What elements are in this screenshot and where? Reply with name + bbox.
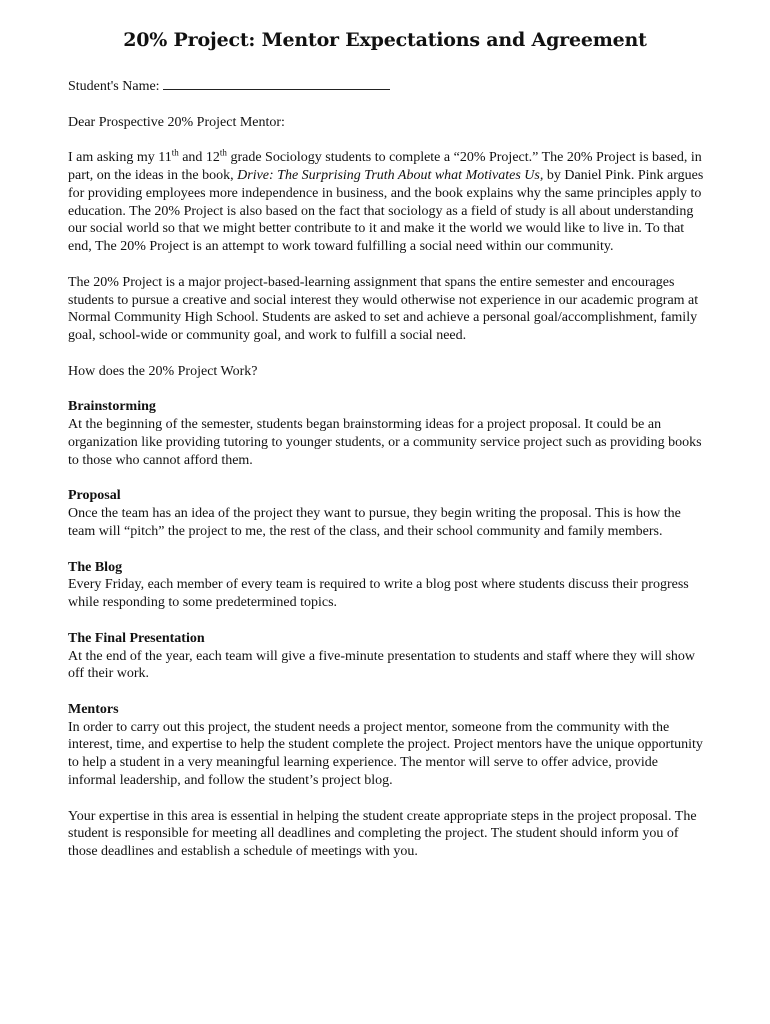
section-mentors	[68, 701, 708, 790]
section-proposal	[68, 487, 708, 540]
intro-text-2: and 12	[178, 150, 220, 166]
document-title: 20% Project: Mentor Expectations and Agreement	[123, 29, 647, 51]
student-name-blank[interactable]	[163, 77, 390, 90]
salutation: Dear Prospective 20% Project Mentor:	[68, 114, 285, 130]
section-heading: Proposal	[68, 488, 121, 504]
section-brainstorming	[68, 398, 708, 469]
book-title: Drive: The Surprising Truth About what Motivates Us,	[237, 167, 544, 183]
section-body: At the beginning of the semester, students began brainstorming ideas for a project proposal. It could be an organization like providing tutoring to younger students, or a community service project such as providing books to those who cannot afford them.	[68, 417, 702, 468]
student-name-line	[68, 77, 708, 96]
section-final-presentation	[68, 630, 708, 683]
section-heading: The Final Presentation	[68, 630, 205, 646]
section-body: In order to carry out this project, the student needs a project mentor, someone from the community with the interest, time, and expertise to help the student complete the project. Project mentors have the unique opportunity to help a student in a very meaningful learning experience. The mentor will serve to offer advice, provide informal leadership, and follow the student’s project blog.	[68, 719, 703, 789]
project-description-paragraph: The 20% Project is a major project-based-learning assignment that spans the entire semester and encourages students to pursue a creative and social interest they would otherwise not experience in our academic program at Normal Community High School. Students are asked to set and achieve a personal goal/accomplishment, family goal, school-wide or community goal, and work to fulfill a social need.	[68, 274, 699, 344]
closing-paragraph: Your expertise in this area is essential in helping the student create appropriate steps in the project proposal. The student is responsible for meeting all deadlines and completing the project. The student should inform you of those deadlines and establish a schedule of meetings with you.	[68, 808, 697, 860]
section-heading: The Blog	[68, 559, 123, 575]
intro-text-3: grade Sociology students to complete a “20% Project.” The 20% Project is based, in part, on the ideas in the book,	[68, 150, 702, 183]
how-it-works-question: How does the 20% Project Work?	[68, 363, 258, 379]
student-name-label: Student's Name:	[68, 79, 160, 94]
superscript-th-2: th	[219, 147, 227, 158]
section-heading: Mentors	[68, 701, 119, 717]
superscript-th-1: th	[171, 147, 179, 158]
section-body: At the end of the year, each team will give a five-minute presentation to students and staff where they will show off their work.	[68, 648, 696, 682]
section-heading: Brainstorming	[68, 399, 156, 415]
intro-text-4: by Daniel Pink. Pink argues for providing employees more independence in business, and the book explains why the same principles apply to education. The 20% Project is also based on the fact that sociology as a field of study is all about understanding our social world so that we might better contribute to it and make it the world we would like to live in. To that end, The 20% Project is an attempt to work toward fulfilling a social need within our community.	[68, 167, 704, 255]
section-blog	[68, 559, 708, 612]
intro-paragraph	[68, 149, 708, 256]
intro-text-1: I am asking my 11	[68, 150, 172, 166]
document-body	[68, 77, 708, 879]
section-body: Once the team has an idea of the project they want to pursue, they begin writing the proposal. This is how the team will “pitch” the project to me, the rest of the class, and their school community and family members.	[68, 506, 681, 539]
section-body: Every Friday, each member of every team is required to write a blog post where students discuss their progress while responding to some predetermined topics.	[68, 577, 689, 611]
